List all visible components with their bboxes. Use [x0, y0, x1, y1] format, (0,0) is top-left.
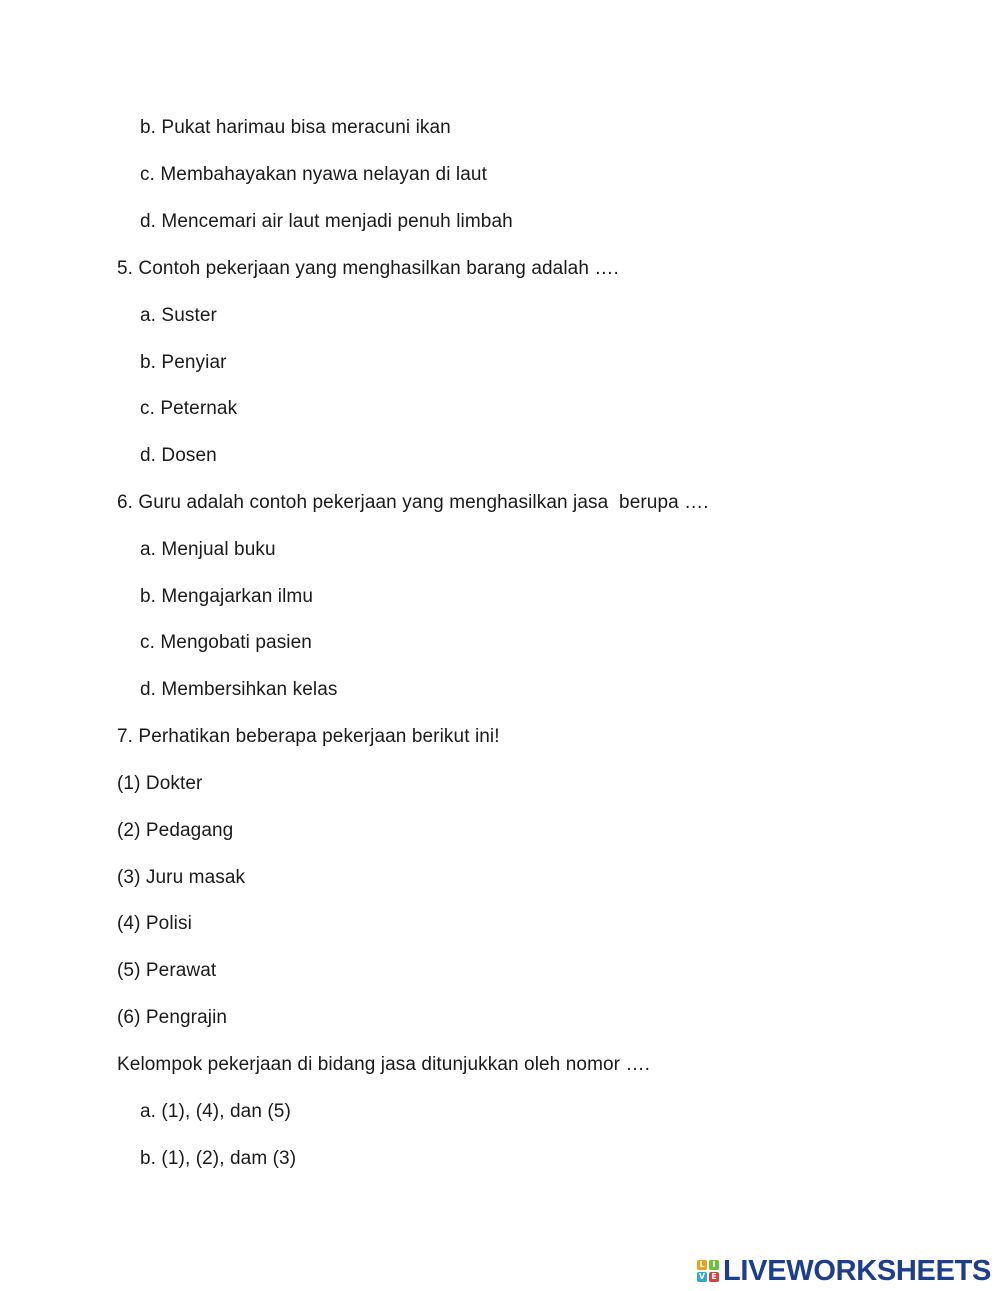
logo-tile-i: I [709, 1260, 719, 1270]
question-7-option-b: b. (1), (2), dam (3) [140, 1148, 297, 1169]
question-6-option-b: b. Mengajarkan ilmu [140, 586, 313, 607]
liveworksheets-brand [697, 1255, 991, 1287]
question-5-option-d: d. Dosen [140, 445, 217, 466]
question-7-item-4: (4) Polisi [117, 913, 192, 934]
question-6-option-c: c. Mengobati pasien [140, 632, 312, 653]
option-d-mencemari: d. Mencemari air laut menjadi penuh limbah [140, 211, 513, 232]
question-5-option-b: b. Penyiar [140, 352, 227, 373]
question-5-option-a: a. Suster [140, 305, 217, 326]
option-c-membahayakan: c. Membahayakan nyawa nelayan di laut [140, 164, 487, 185]
question-7-prompt: Kelompok pekerjaan di bidang jasa ditunjukkan oleh nomor …. [117, 1054, 650, 1075]
liveworksheets-logo-icon [697, 1260, 719, 1282]
question-7-item-5: (5) Perawat [117, 960, 217, 981]
question-7-item-2: (2) Pedagang [117, 820, 234, 841]
question-6-option-a: a. Menjual buku [140, 539, 276, 560]
logo-tile-l: L [697, 1260, 707, 1270]
question-7: 7. Perhatikan beberapa pekerjaan berikut ini! [117, 726, 500, 747]
liveworksheets-wordmark: LIVEWORKSHEETS [723, 1255, 992, 1287]
question-7-item-1: (1) Dokter [117, 773, 203, 794]
question-5: 5. Contoh pekerjaan yang menghasilkan barang adalah …. [117, 258, 619, 279]
question-7-item-3: (3) Juru masak [117, 867, 246, 888]
logo-tile-v: V [698, 1272, 706, 1281]
question-5-option-c: c. Peternak [140, 398, 238, 419]
question-6: 6. Guru adalah contoh pekerjaan yang menghasilkan jasa berupa …. [117, 492, 709, 513]
logo-tile-e: E [709, 1272, 719, 1282]
question-7-option-a: a. (1), (4), dan (5) [140, 1101, 291, 1122]
question-7-item-6: (6) Pengrajin [117, 1007, 228, 1028]
option-b-pukat-harimau: b. Pukat harimau bisa meracuni ikan [140, 117, 451, 138]
question-6-option-d: d. Membersihkan kelas [140, 679, 338, 700]
